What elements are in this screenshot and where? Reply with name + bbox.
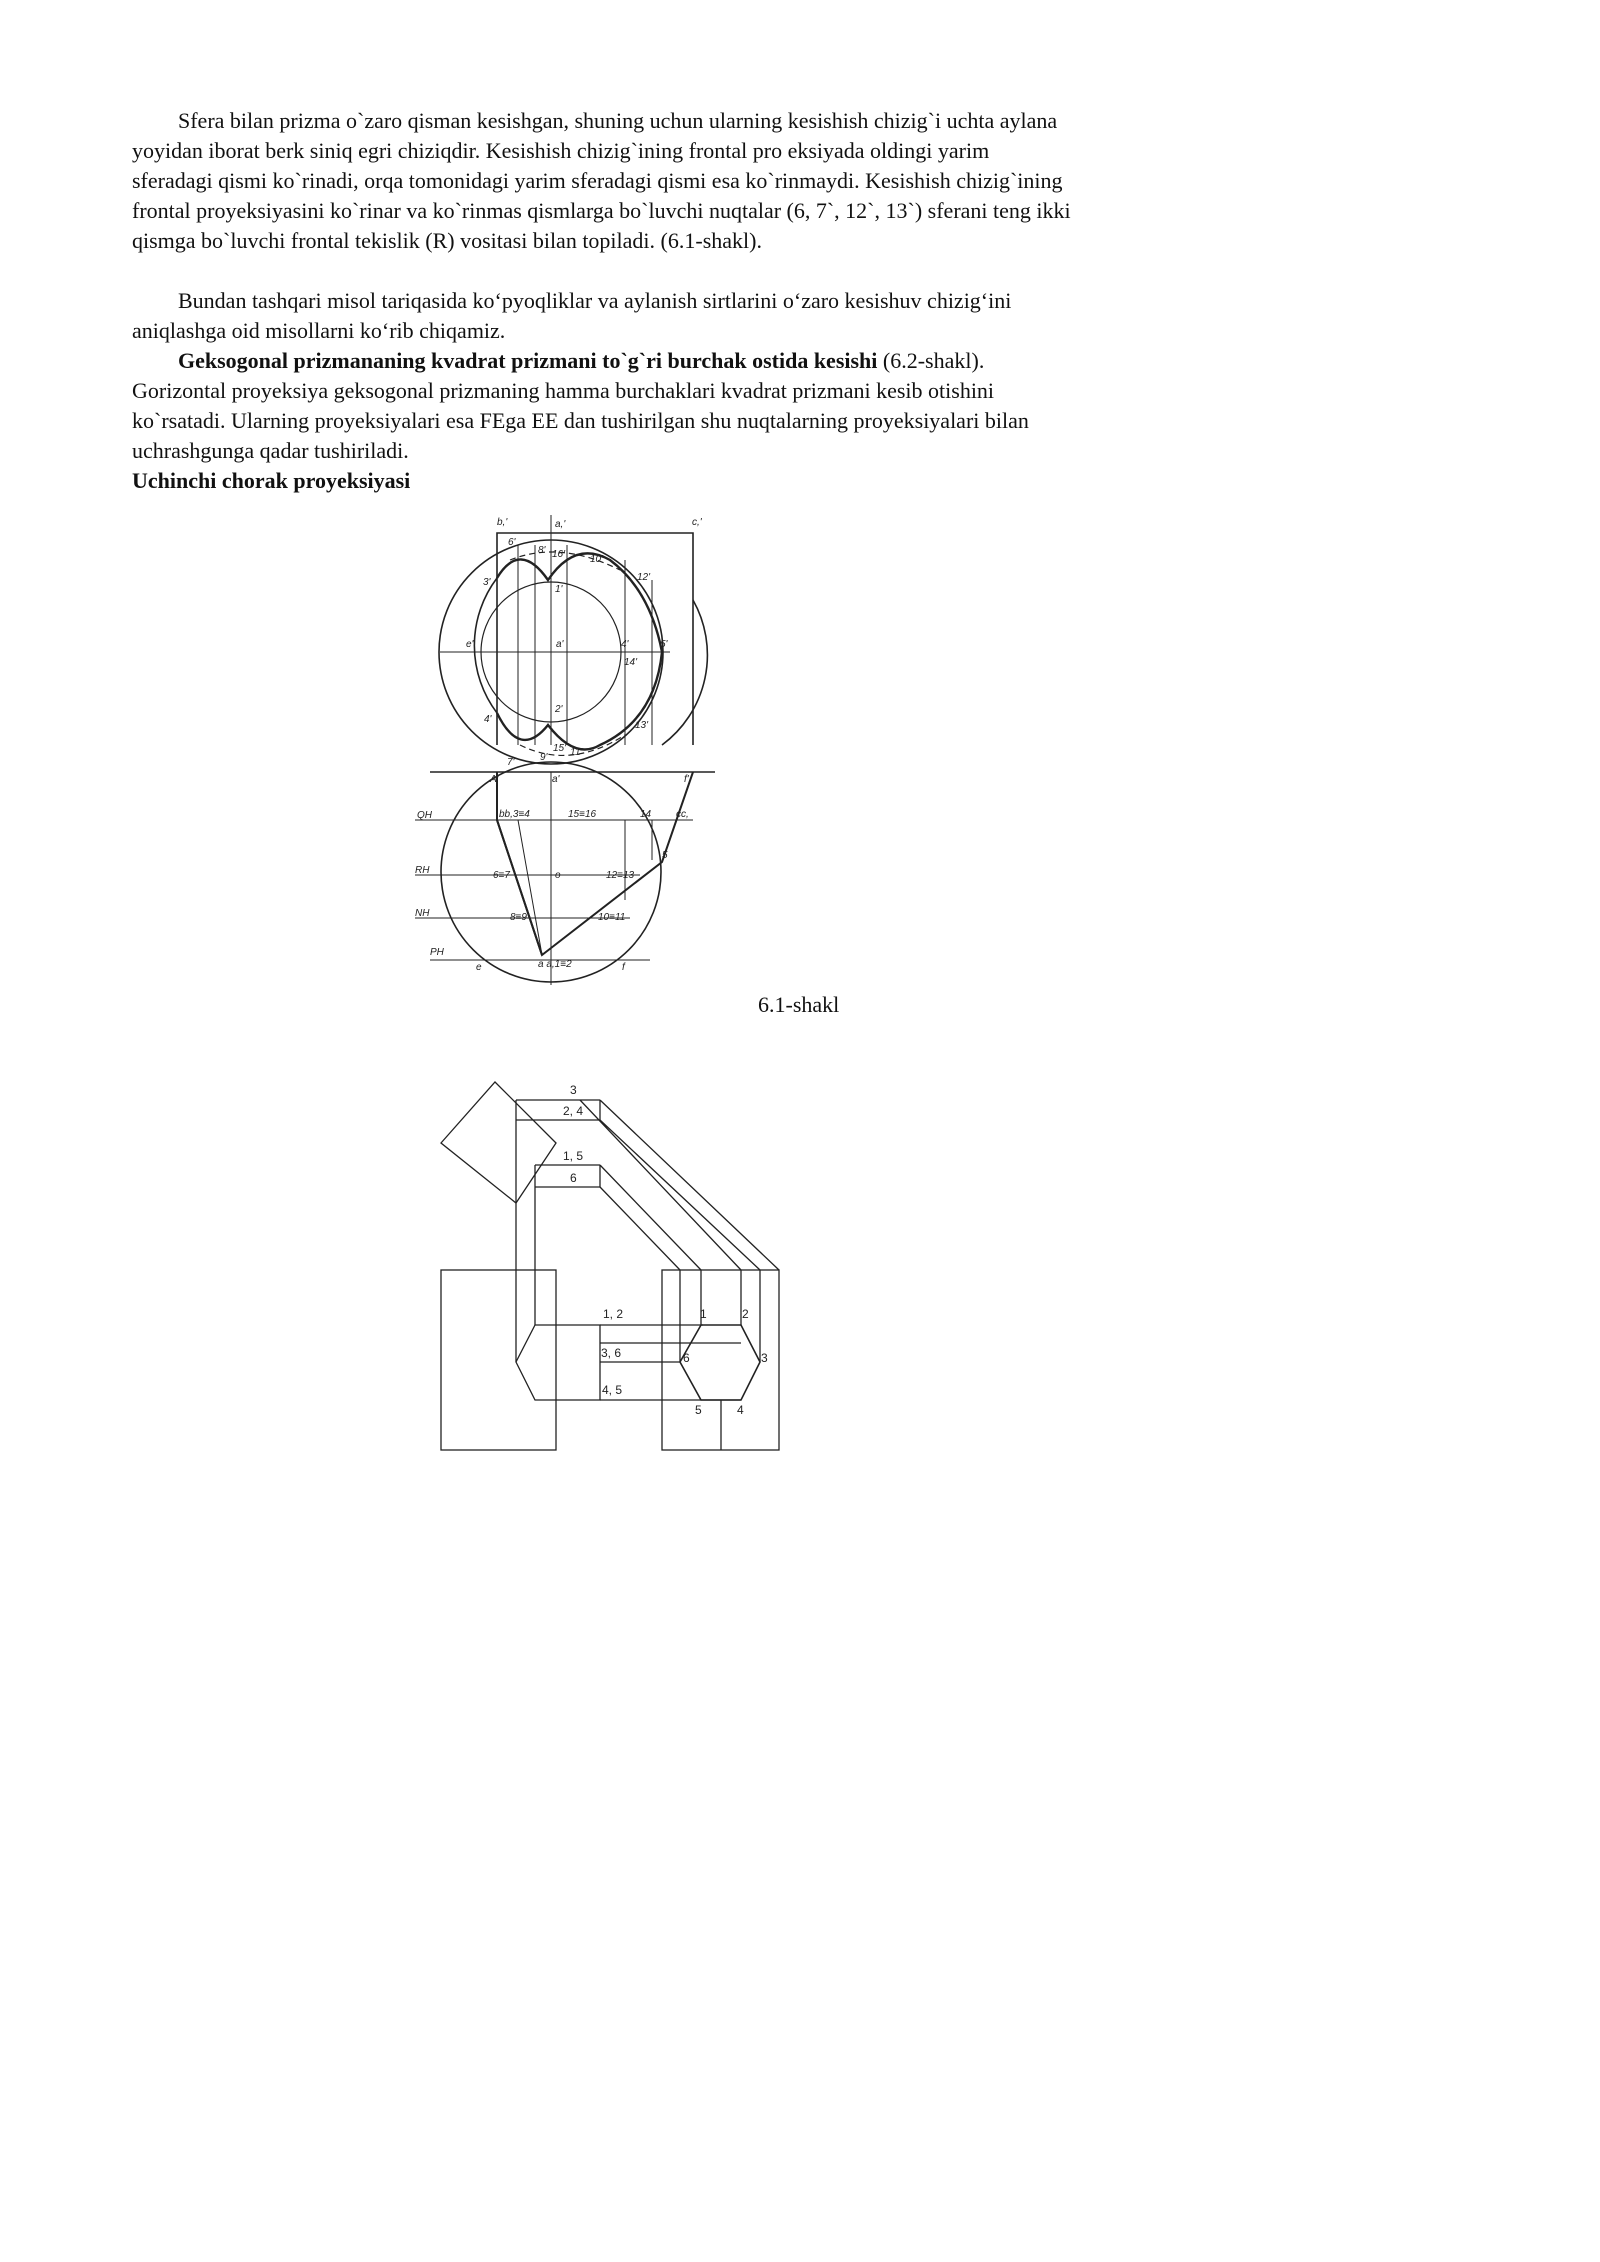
label-A: A' <box>490 774 499 785</box>
label-c1: c,' <box>692 517 702 528</box>
label-4f: 4' <box>621 639 629 650</box>
label-f: f <box>622 962 625 973</box>
label-16: 16' <box>552 549 566 560</box>
label-NH: NH <box>415 908 430 919</box>
label-7: 7' <box>507 757 515 768</box>
horizontal-prism-outline <box>497 772 693 955</box>
label-14-h: 14 <box>640 809 652 820</box>
label-15-16: 15≡16 <box>568 809 597 820</box>
diagonal-projectors <box>580 1100 779 1270</box>
figure-6-1-caption: 6.1-shakl <box>758 992 840 1017</box>
figure-6-1-sphere-prism-drawing <box>405 508 735 988</box>
vertical-projectors <box>516 1187 535 1362</box>
label-11: 11' <box>570 747 583 758</box>
label-e-h: e <box>476 962 482 973</box>
right-hexagon <box>680 1325 760 1400</box>
label-a-a1: a a,1≡2 <box>538 959 572 970</box>
label-8-9: 8≡9 <box>510 912 527 923</box>
label-RH: RH <box>415 865 430 876</box>
figure-6-2-hexagonal-prism-drawing <box>430 1075 790 1455</box>
left-side-rectangle <box>441 1270 556 1450</box>
label-10: 10' <box>590 554 604 565</box>
label-6-7: 6≡7 <box>493 870 510 881</box>
label-8: 8' <box>538 545 546 556</box>
paragraph-intersection-sphere-prism: Sfera bilan prizma o`zaro qisman kesishgan, shuning uchun ularning kesishish chizig`i uchta aylana yoyidan iborat berk siniq egri chiziqdir. Kesishish chizig`ining frontal pro eksiyada oldingi yarim sferadagi qismi ko`rinadi, orqa tomonidagi yarim sferadagi qismi esa ko`rinmaydi. Kesishish chizig`ining frontal proyeksiyasini ko`rinar va ko`rinmas qismlarga bo`luvchi nuqtalar (6, 7`, 12`, 13`) sferani teng ikki qismga bo`luvchi frontal tekislik (R) vositasi bilan topiladi. (6.1-shakl). <box>132 108 1071 253</box>
label-hex-3: 3 <box>761 1351 768 1365</box>
label-5-h: 5 <box>662 850 668 861</box>
label-2-4: 2, 4 <box>563 1104 584 1118</box>
label-3: 3' <box>483 577 491 588</box>
label-3-6: 3, 6 <box>601 1346 622 1360</box>
label-12: 12' <box>637 572 651 583</box>
section-heading: Uchinchi chorak proyeksiyasi <box>132 468 411 493</box>
paragraph-hexagonal-prism: Geksogonal prizmananing kvadrat prizmani to`g`ri burchak ostida kesishi (6.2-shakl). Gorizontal proyeksiya geksogonal prizmaning hamma burchaklari kvadrat prizmani kesib otishini ko`rsatadi. Ularning proyeksiyalari esa FEga EE dan tushirilgan shu nuqtalarning proyeksiyalari bilan uchrashgunga qadar tushiriladi. <box>132 348 1029 463</box>
label-o: o <box>555 870 561 881</box>
label-15: 15' <box>553 743 567 754</box>
label-6: 6' <box>508 537 516 548</box>
label-1-2: 1, 2 <box>603 1307 624 1321</box>
label-PH: PH <box>430 947 444 958</box>
label-4-5: 4, 5 <box>602 1383 623 1397</box>
label-f1: f' <box>684 774 689 785</box>
label-14: 14' <box>624 657 638 668</box>
label-2: 2' <box>555 704 563 715</box>
label-13: 13' <box>635 720 649 731</box>
label-5: 5' <box>660 639 668 650</box>
label-QH: QH <box>417 810 432 821</box>
label-10-11: 10≡11 <box>598 912 626 923</box>
frontal-sphere-outline <box>474 578 707 745</box>
label-1: 1' <box>555 584 563 595</box>
label-9: 9' <box>540 752 548 763</box>
label-hex-1: 1 <box>700 1307 707 1321</box>
label-a: a' <box>556 639 564 650</box>
paragraph-examples-intro: Bundan tashqari misol tariqasida ko‘pyoqliklar va aylanish sirtlarini o‘zaro kesishuv chizig‘ini aniqlashga oid misollarni ko‘rib chiqamiz. <box>132 288 1012 343</box>
label-a1: a,' <box>555 519 566 530</box>
label-12-13: 12≡13 <box>606 870 635 881</box>
label-bb: bb,3≡4 <box>499 809 530 820</box>
label-6-top: 6 <box>570 1171 577 1185</box>
label-4: 4' <box>484 714 492 725</box>
label-b1: b,' <box>497 517 508 528</box>
label-hex-4: 4 <box>737 1403 744 1417</box>
horizontal-prism-edge-ab <box>497 820 542 955</box>
label-e: e' <box>466 639 474 650</box>
label-a-prime: a' <box>552 774 560 785</box>
label-cc: cc, <box>676 809 689 820</box>
left-hexagon-projection <box>516 1325 600 1400</box>
horizontal-trace-lines <box>415 820 693 960</box>
label-hex-2: 2 <box>742 1307 749 1321</box>
label-hex-6: 6 <box>683 1351 690 1365</box>
label-1-5: 1, 5 <box>563 1149 584 1163</box>
paragraph-bold-lead: Geksogonal prizmananing kvadrat prizmani to`g`ri burchak ostida kesishi <box>178 348 878 373</box>
right-columns <box>680 1270 760 1450</box>
label-3-top: 3 <box>570 1083 577 1097</box>
label-hex-5: 5 <box>695 1403 702 1417</box>
